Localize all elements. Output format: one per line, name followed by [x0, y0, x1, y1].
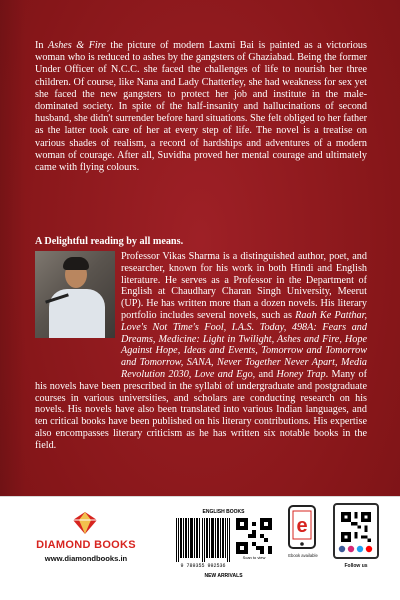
isbn-barcode	[175, 518, 231, 562]
svg-text:e: e	[296, 515, 308, 537]
blurb-lead: In	[35, 40, 48, 51]
follow-qr-code-icon[interactable]	[341, 512, 371, 542]
publisher-logo	[36, 511, 156, 581]
barcode-block	[172, 509, 275, 586]
social-media-icons	[338, 545, 374, 553]
ebook-label: Ebook available	[288, 553, 318, 558]
blurb-text: the picture of modern Laxmi Bai is painted as a victorious woman who is reduced to ashes by the gangsters of Ghaziabad. Being the former Under Officer of N.C.C. she faced the challenges of life to nourish her three children. Of course, like Nana and Lady Chatterley, she had weakness for sex yet she faced the new gangsters to protect her job and institute in the male-dominated society. In spite of the half-insanity and hallucinations of second husband, she didn't surrender before hard situations. She felt obliged to her father as the latter took care of her at every step of life. The novel is a treatise on various shades of realism, a record of hardships and adventures of a modern woman of courage. After all, Suvidha proved her mental courage and ultimately came with flying colours.	[35, 40, 367, 174]
isbn-number: 9 789355 992536	[180, 563, 226, 569]
qr-code-icon[interactable]	[236, 518, 272, 554]
ebook-icon	[288, 505, 316, 549]
book-title-inline: Ashes & Fire	[48, 40, 106, 51]
ebook-badge[interactable]	[283, 505, 323, 577]
publisher-url[interactable]: www.diamondbooks.in	[44, 554, 128, 563]
barcode-top-label: ENGLISH BOOKS	[202, 509, 245, 515]
bio-last-work: Honey Trap	[276, 368, 326, 380]
book-blurb	[35, 40, 367, 174]
publisher-name: DIAMOND BOOKS	[36, 539, 136, 551]
bio-and: and	[255, 368, 277, 380]
follow-us-badge[interactable]	[333, 503, 379, 575]
diamond-logo-icon	[71, 511, 99, 535]
tagline: A Delightful reading by all means.	[35, 236, 184, 247]
follow-label: Follow us	[344, 563, 368, 569]
bio-rest: . Many of his novels have been prescribed in the syllabi of undergraduate and postgraduate courses in various universities, and scholars are conducting research on his novels. His novels have also been translated into various Indian languages, and ten critical books have been published on his literary contributions. His expertise also encompasses literary criticism as he has written six notable books in the field.	[35, 368, 367, 451]
bio-intro: Professor Vikas Sharma is a distinguished author, poet, and researcher, known for his work in both Hindi and English literature. He serves as a Professor in the Department of English at Chaudhary Charan Singh University, Meerut (UP). He has written more than a dozen novels. His literary portfolio includes several novels, such as	[121, 251, 367, 321]
bio-works: Raah Ke Patthar, Love's Not Time's Fool, I.A.S. Today, 498A: Fears and Dreams, Medicine: Light in Twilight, Ashes and Fire, Hope Against Hope, Ideas and Events, Tomorrow and Tomorrow and Tomorrow, SANA, Never Together Never Apart, Media Revolution 2030, Love and Ego,	[121, 309, 367, 380]
barcode-bottom-label: NEW ARRIVALS	[204, 573, 243, 579]
qr-label: Scan to view	[242, 555, 266, 560]
author-photo	[35, 251, 115, 338]
